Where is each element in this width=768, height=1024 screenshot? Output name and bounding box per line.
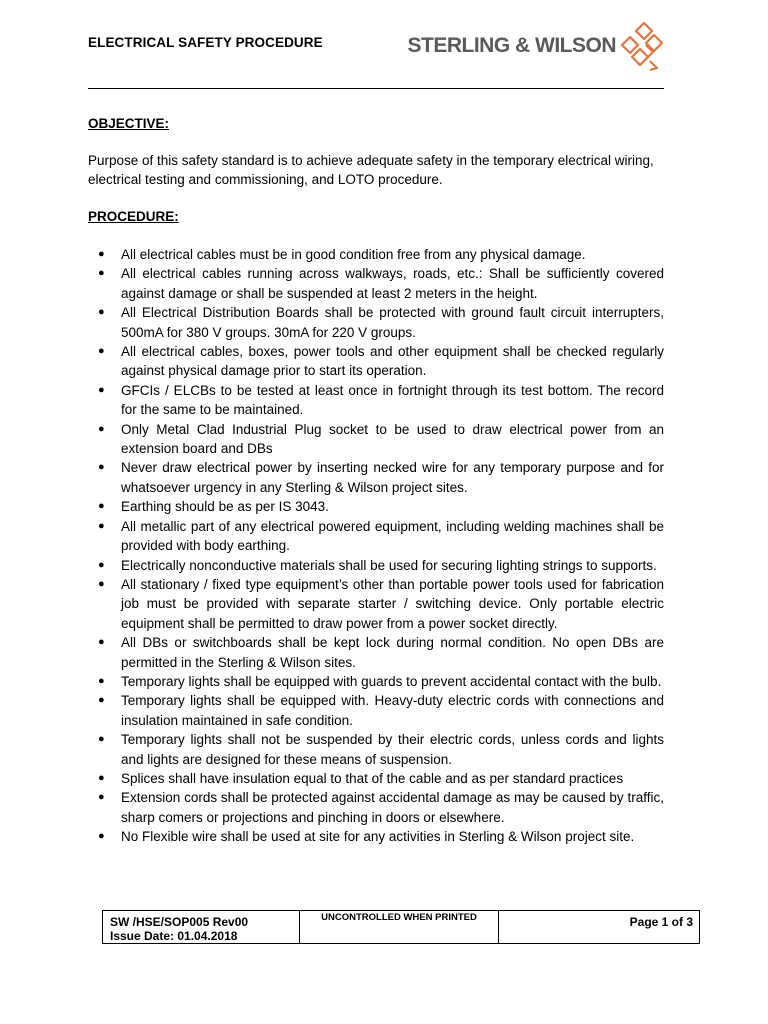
list-item: ● Electrically nonconductive materials shall be used for securing lighting strings to supports. — [88, 556, 664, 575]
bullet-icon: ● — [98, 519, 105, 532]
objective-heading: OBJECTIVE: — [88, 116, 170, 131]
list-item: ● Never draw electrical power by inserting necked wire for any temporary purpose and for whatsoever urgency in any Sterling & Wilson project sites. — [98, 460, 664, 495]
list-item: ● Splices shall have insulation equal to that of the cable and as per standard practices — [88, 769, 664, 788]
bullet-icon: ● — [98, 306, 105, 319]
list-item: ● Earthing should be as per IS 3043. — [88, 497, 664, 516]
document-code: SW /HSE/SOP005 Rev00 — [110, 915, 249, 929]
page-header — [88, 20, 664, 89]
issue-date: Issue Date: 01.04.2018 — [110, 929, 238, 943]
list-item: ● All electrical cables must be in good condition free from any physical damage. — [88, 245, 664, 264]
footer-doc-info — [103, 911, 300, 943]
bullet-icon: ● — [98, 791, 105, 804]
uncontrolled-notice: UNCONTROLLED WHEN PRINTED — [300, 911, 499, 943]
company-logo — [408, 20, 665, 72]
list-item: ● Temporary lights shall not be suspended by their electric cords, unless cords and lights and lights are designed for these means of suspension. — [98, 732, 664, 767]
list-item: ● All DBs or switchboards shall be kept lock during normal condition. No open DBs are permitted in the Sterling & Wilson sites. — [98, 635, 664, 670]
bullet-icon: ● — [98, 248, 105, 260]
list-item: ● Extension cords shall be protected against accidental damage as may be caused by traffic, sharp comers or projections and pinching in doors or elsewhere. — [98, 790, 664, 825]
bullet-icon: ● — [98, 558, 105, 571]
bullet-icon: ● — [98, 500, 105, 513]
bullet-icon: ● — [98, 577, 105, 590]
sterling-wilson-logo-mark-icon — [620, 21, 664, 71]
page-footer — [102, 910, 700, 944]
list-item: ● All electrical cables, boxes, power tools and other equipment shall be checked regularly against physical damage prior to start its operation. — [98, 344, 664, 379]
procedure-list — [88, 245, 664, 847]
procedure-heading: PROCEDURE: — [88, 209, 179, 224]
list-item: ● Temporary lights shall be equipped with. Heavy-duty electric cords with connections and insulation maintained in safe condition. — [98, 693, 664, 728]
list-item: ● All Electrical Distribution Boards shall be protected with ground fault circuit interrupters, 500mA for 380 V groups. 30mA for 220 V groups. — [98, 305, 664, 340]
bullet-icon: ● — [98, 267, 105, 280]
bullet-icon: ● — [98, 422, 105, 435]
page-number: Page 1 of 3 — [629, 915, 693, 929]
list-item: ● All stationary / fixed type equipment’s other than portable power tools used for fabrication job must be provided with separate starter / switching device. Only portable electric equipment shall be permitted to draw power from a power socket directly. — [98, 576, 664, 631]
logo-wordmark: STERLING & WILSON — [407, 34, 616, 57]
bullet-icon: ● — [98, 636, 105, 649]
bullet-icon: ● — [98, 733, 105, 746]
bullet-icon: ● — [98, 771, 105, 784]
bullet-icon: ● — [98, 383, 105, 396]
document-title: ELECTRICAL SAFETY PROCEDURE — [88, 35, 323, 50]
bullet-icon: ● — [98, 694, 105, 707]
document-body — [88, 106, 664, 847]
list-item: ● Temporary lights shall be equipped with guards to prevent accidental contact with the bulb. — [88, 672, 664, 691]
objective-text: Purpose of this safety standard is to achieve adequate safety in the temporary electrical wiring, electrical testing and commissioning, and LOTO procedure. — [88, 153, 654, 187]
bullet-icon: ● — [98, 674, 105, 687]
bullet-icon: ● — [98, 830, 105, 843]
list-item: ● No Flexible wire shall be used at site for any activities in Sterling & Wilson project site. — [88, 827, 664, 846]
bullet-icon: ● — [98, 461, 105, 474]
list-item: ● GFCIs / ELCBs to be tested at least once in fortnight through its test bottom. The record for the same to be maintained. — [98, 382, 664, 418]
list-item: ● Only Metal Clad Industrial Plug socket to be used to draw electrical power from an extension board and DBs — [98, 421, 664, 457]
bullet-icon: ● — [98, 345, 105, 358]
list-item: ● All metallic part of any electrical powered equipment, including welding machines shall be provided with body earthing. — [98, 518, 664, 554]
list-item: ● All electrical cables running across walkways, roads, etc.: Shall be sufficiently covered against damage or shall be suspended at least 2 meters in the height. — [98, 266, 664, 301]
